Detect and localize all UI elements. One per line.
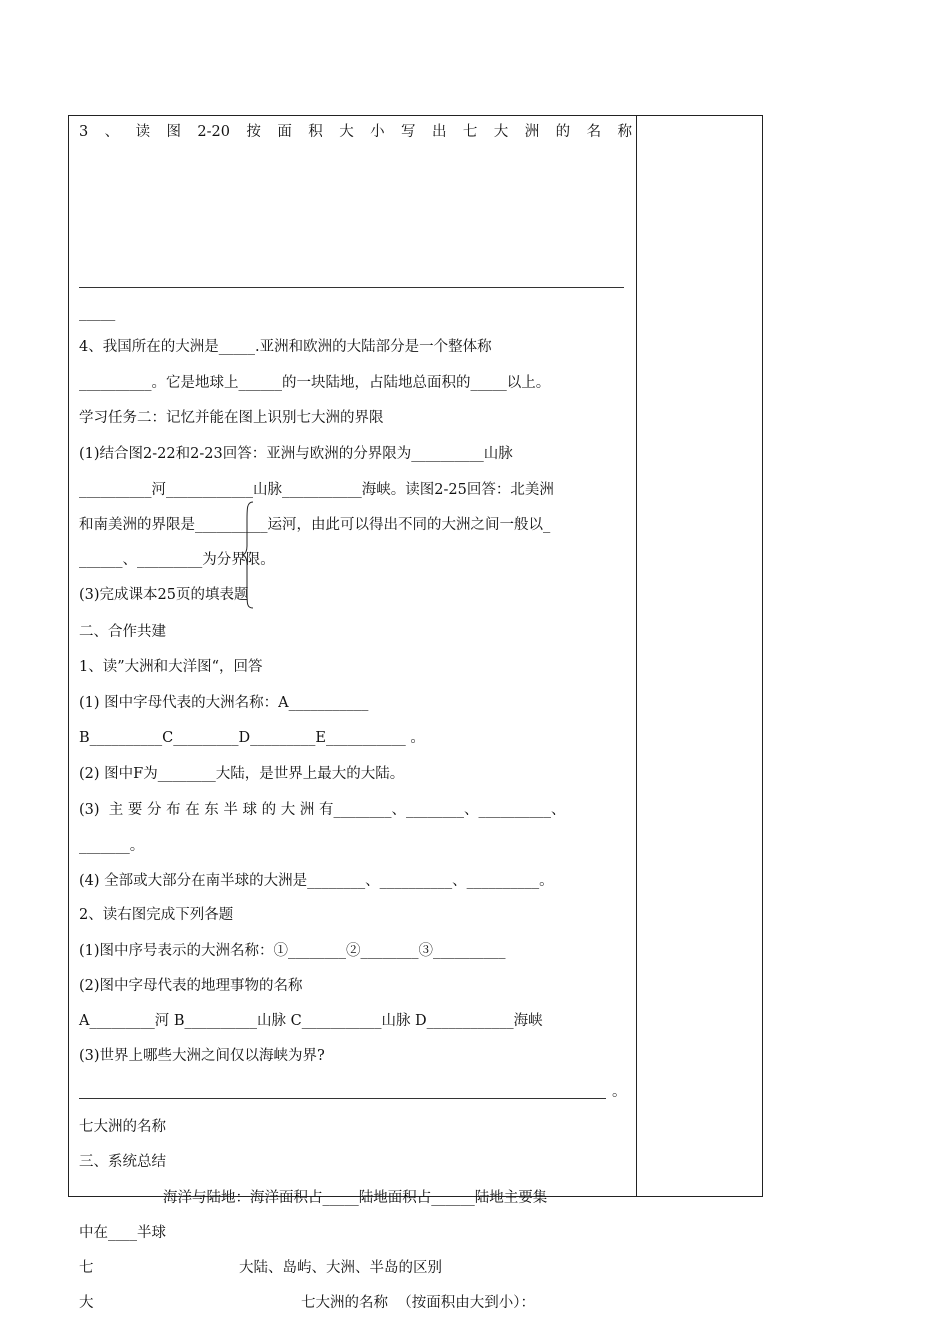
task2-line-1: (1)结合图2-22和2-23回答：亚洲与欧洲的分界限为__________山脉 bbox=[79, 446, 513, 462]
coop-q1-part3: (3) 主 要 分 布 在 东 半 球 的 大 洲 有________、________、__________、 bbox=[79, 802, 566, 818]
q3-token: 、 bbox=[104, 124, 120, 140]
summary-line-2-right: 大陆、岛屿、大洲、半岛的区别 bbox=[239, 1260, 442, 1276]
coop-q2-part2b: A_________河 B__________山脉 C___________山脉 D____________海峡 bbox=[79, 1013, 543, 1029]
seven-continents-label: 七大洲的名称 bbox=[79, 1119, 166, 1135]
coop-q1-part4: (4) 全部或大部分在南半球的大洲是________、__________、__________。 bbox=[79, 873, 554, 889]
coop-q2-part1: (1)图中序号表示的大洲名称：①________②________③__________ bbox=[79, 943, 506, 959]
summary-heading: 三、系统总结 bbox=[79, 1154, 166, 1170]
table-column-divider bbox=[636, 115, 637, 1197]
q3-token: 图 bbox=[166, 124, 181, 140]
task2-line-3: 和南美洲的界限是__________运河，由此可以得出不同的大洲之间一般以_ bbox=[79, 517, 551, 533]
coop-q2-title: 2、读右图完成下列各题 bbox=[79, 907, 234, 923]
q3-token: 洲 bbox=[524, 124, 540, 140]
coop-q1-part1b: B__________C_________D_________E___________ 。 bbox=[79, 730, 425, 746]
q3-token: 大 bbox=[493, 124, 509, 140]
summary-line-1b: 中在____半球 bbox=[79, 1225, 166, 1241]
q3-token: 大 bbox=[339, 124, 354, 140]
q3-token: 的 bbox=[555, 124, 571, 140]
q4-line-1: 4、我国所在的大洲是_____.亚洲和欧洲的大陆部分是一个整体称 bbox=[79, 339, 492, 355]
q3-token: 小 bbox=[370, 124, 385, 140]
q3-token: 名 bbox=[586, 124, 602, 140]
coop-q1-part2: (2) 图中F为________大陆，是世界上最大的大陆。 bbox=[79, 766, 405, 782]
coop-q1-part1: (1) 图中字母代表的大洲名称：A___________ bbox=[79, 695, 369, 711]
task2-line-2: __________河____________山脉___________海峡。读图2-25回答：北美洲 bbox=[79, 482, 554, 498]
q3-token: 积 bbox=[308, 124, 323, 140]
q3-token: 七 bbox=[462, 124, 478, 140]
task2-title: 学习任务二：记忆并能在图上识别七大洲的界限 bbox=[79, 410, 384, 426]
q3-token: 写 bbox=[401, 124, 416, 140]
q3-token: 面 bbox=[277, 124, 292, 140]
q3-token: 按 bbox=[246, 124, 261, 140]
coop-q2-answer-end: 。 bbox=[612, 1084, 627, 1100]
task2-line-4: ______、_________为分界限。 bbox=[79, 552, 275, 568]
coop-q2-part3: (3)世界上哪些大洲之间仅以海峡为界? bbox=[79, 1048, 325, 1064]
q3-token: 读 bbox=[135, 124, 151, 140]
summary-line-3-right: 七大洲的名称 （按面积由大到小）： bbox=[301, 1295, 535, 1311]
coop-q2-answer-rule bbox=[79, 1098, 606, 1099]
coop-q2-part2: (2)图中字母代表的地理事物的名称 bbox=[79, 978, 303, 994]
coop-q1-part3b: _______。 bbox=[79, 838, 145, 854]
q3-token: 2-20 bbox=[197, 124, 230, 140]
summary-line-2-left: 七 bbox=[79, 1260, 94, 1276]
coop-q1-title: 1、读”大洲和大洋图“，回答 bbox=[79, 659, 263, 675]
q4-line-2: __________。它是地球上______的一块陆地，占陆地总面积的_____以上。 bbox=[79, 375, 551, 391]
worksheet-table bbox=[68, 115, 763, 1197]
q3-token: 3 bbox=[79, 124, 89, 140]
brace-mark bbox=[243, 500, 255, 610]
q3-answer-tail: _____ bbox=[79, 305, 116, 321]
q3-token: 称 bbox=[617, 124, 632, 140]
coop-heading: 二、合作共建 bbox=[79, 624, 166, 640]
q3-token: 出 bbox=[431, 124, 447, 140]
summary-line-1: 海洋与陆地：海洋面积占_____陆地面积占______陆地主要集 bbox=[163, 1190, 548, 1206]
summary-line-3-left: 大 bbox=[79, 1295, 94, 1311]
task2-line-5: (3)完成课本25页的填表题 bbox=[79, 587, 249, 603]
q3-answer-rule bbox=[79, 287, 624, 288]
q3-line bbox=[79, 122, 632, 142]
